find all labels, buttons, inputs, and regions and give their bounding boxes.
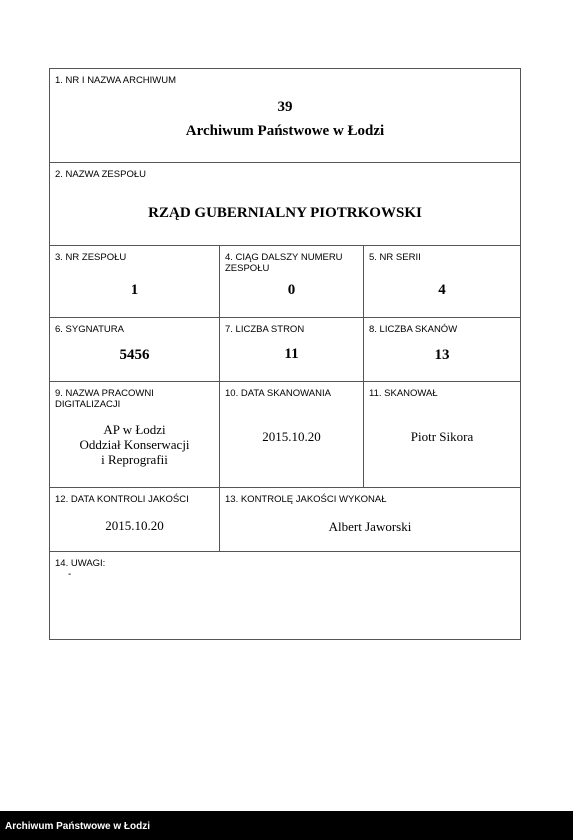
series-number-value: 4 bbox=[438, 282, 446, 298]
digitization-lab-value-line1: AP w Łodzi bbox=[103, 422, 166, 437]
scanned-by-cell bbox=[364, 382, 520, 487]
remarks-value: - bbox=[68, 569, 72, 580]
scanned-by-label: 11. SKANOWAŁ bbox=[369, 388, 438, 399]
series-number-label: 5. NR SERII bbox=[369, 252, 421, 263]
digitization-lab-value bbox=[50, 422, 219, 467]
archive-label: 1. NR I NAZWA ARCHIWUM bbox=[55, 75, 177, 86]
fonds-continuation-label-line1: 4. CIĄG DALSZY NUMERU bbox=[225, 252, 343, 263]
page-count-value: 11 bbox=[284, 346, 299, 362]
signature-value: 5456 bbox=[119, 347, 150, 363]
digitization-lab-value-line2: Oddział Konserwacji bbox=[79, 437, 190, 452]
signature-cell bbox=[50, 318, 220, 381]
footer-text: Archiwum Państwowe w Łodzi bbox=[5, 821, 151, 832]
page-count-label: 7. LICZBA STRON bbox=[225, 324, 305, 335]
metadata-card bbox=[49, 68, 521, 640]
qc-date-label: 12. DATA KONTROLI JAKOŚCI bbox=[55, 494, 189, 505]
archive-name: Archiwum Państwowe w Łodzi bbox=[185, 123, 385, 139]
qc-date-value: 2015.10.20 bbox=[105, 518, 164, 533]
scan-count-cell bbox=[364, 318, 520, 381]
scan-count-label: 8. LICZBA SKANÓW bbox=[369, 324, 458, 335]
quality-control-row bbox=[50, 488, 520, 552]
qc-date-cell bbox=[50, 488, 220, 551]
fonds-number-value: 1 bbox=[130, 282, 139, 298]
footer-bar bbox=[0, 811, 573, 840]
archive-number: 39 bbox=[277, 99, 293, 115]
fonds-name: RZĄD GUBERNIALNY PIOTRKOWSKI bbox=[148, 205, 422, 221]
scan-count-value: 13 bbox=[434, 347, 450, 363]
archive-row bbox=[50, 69, 520, 163]
fonds-continuation-cell bbox=[220, 246, 364, 317]
fonds-number-cell bbox=[50, 246, 220, 317]
page-count-cell bbox=[220, 318, 364, 381]
fonds-label: 2. NAZWA ZESPOŁU bbox=[55, 169, 146, 180]
digitization-lab-label-line1: 9. NAZWA PRACOWNI bbox=[55, 388, 154, 399]
digitization-lab-label bbox=[55, 388, 154, 410]
fonds-continuation-value: 0 bbox=[287, 282, 296, 298]
digitization-lab-value-line3: i Reprografii bbox=[101, 452, 168, 467]
qc-by-value: Albert Jaworski bbox=[328, 519, 412, 534]
fonds-row bbox=[50, 163, 520, 246]
fonds-continuation-label bbox=[225, 252, 343, 274]
scanned-by-value: Piotr Sikora bbox=[410, 429, 474, 444]
scan-date-label: 10. DATA SKANOWANIA bbox=[225, 388, 331, 399]
qc-by-label: 13. KONTROLĘ JAKOŚCI WYKONAŁ bbox=[225, 494, 387, 505]
fonds-number-label: 3. NR ZESPOŁU bbox=[55, 252, 127, 263]
qc-by-cell bbox=[220, 488, 520, 551]
scan-date-value: 2015.10.20 bbox=[262, 429, 321, 444]
signature-row bbox=[50, 318, 520, 382]
signature-label: 6. SYGNATURA bbox=[55, 324, 124, 335]
remarks-label: 14. UWAGI: bbox=[55, 558, 106, 569]
fonds-continuation-label-line2: ZESPOŁU bbox=[225, 263, 270, 274]
numbers-row bbox=[50, 246, 520, 318]
digitization-lab-label-line2: DIGITALIZACJI bbox=[55, 399, 121, 410]
scan-date-cell bbox=[220, 382, 364, 487]
digitization-row bbox=[50, 382, 520, 488]
series-number-cell bbox=[364, 246, 520, 317]
digitization-lab-cell bbox=[50, 382, 220, 487]
remarks-row bbox=[50, 552, 520, 639]
